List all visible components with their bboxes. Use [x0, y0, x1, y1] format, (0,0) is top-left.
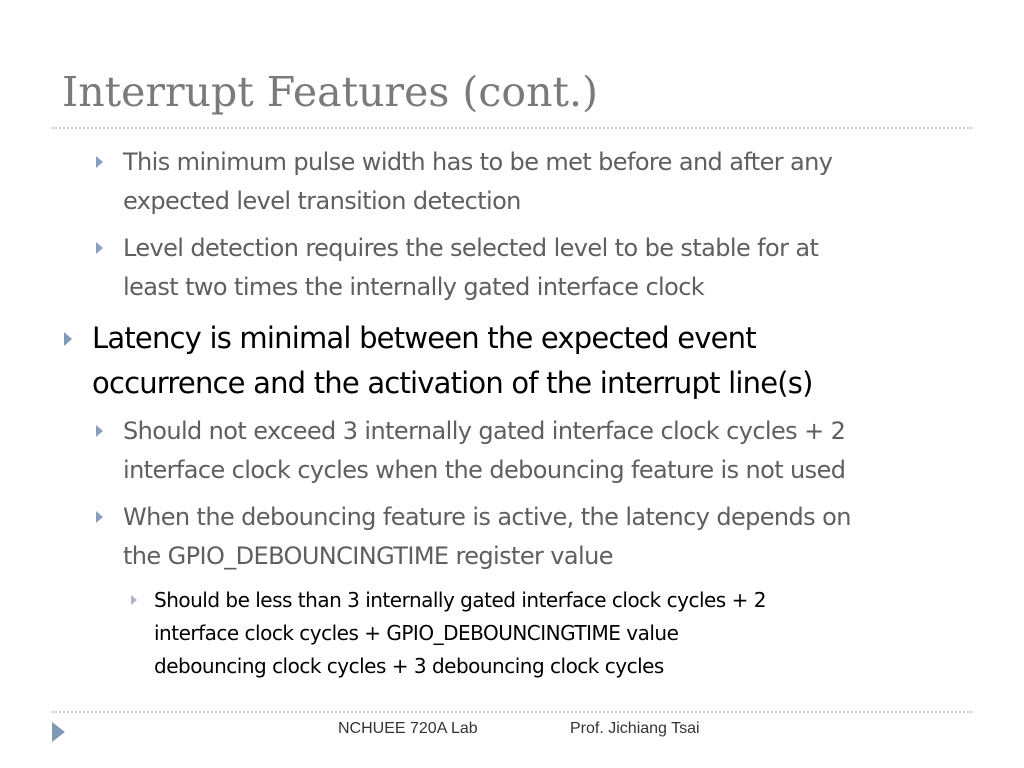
bullet-line: Level detection requires the selected level to be stable for at	[123, 234, 819, 262]
bullet-line: Should not exceed 3 internally gated interface clock cycles + 2	[123, 417, 846, 445]
bullet-arrow-icon	[96, 425, 103, 437]
bullet-line: interface clock cycles + GPIO_DEBOUNCINGTIME value	[154, 621, 679, 645]
bullet-line: Should be less than 3 internally gated interface clock cycles + 2	[154, 588, 766, 612]
next-slide-arrow-icon[interactable]	[52, 722, 65, 742]
bullet-arrow-icon	[131, 595, 137, 605]
footer-divider	[52, 711, 972, 713]
bullet-line: debouncing clock cycles + 3 debouncing clock cycles	[154, 654, 664, 678]
title-divider	[52, 127, 972, 129]
bullet-arrow-icon	[64, 332, 72, 346]
bullet-line: expected level transition detection	[123, 187, 521, 215]
bullet-arrow-icon	[96, 156, 103, 168]
bullet-line: least two times the internally gated interface clock	[123, 273, 705, 301]
bullet-line: This minimum pulse width has to be met before and after any	[123, 148, 833, 176]
bullet-line: Latency is minimal between the expected event	[92, 321, 756, 355]
bullet-line: interface clock cycles when the debouncing feature is not used	[123, 456, 846, 484]
bullet-line: the GPIO_DEBOUNCINGTIME register value	[123, 542, 613, 570]
bullet-arrow-icon	[96, 511, 103, 523]
footer-lab: NCHUEE 720A Lab	[338, 720, 478, 737]
footer-professor: Prof. Jichiang Tsai	[570, 720, 700, 737]
bullet-arrow-icon	[96, 242, 103, 254]
bullet-line: occurrence and the activation of the interrupt line(s)	[92, 366, 813, 400]
bullet-line: When the debouncing feature is active, the latency depends on	[123, 503, 851, 531]
slide-title: Interrupt Features (cont.)	[62, 68, 598, 116]
